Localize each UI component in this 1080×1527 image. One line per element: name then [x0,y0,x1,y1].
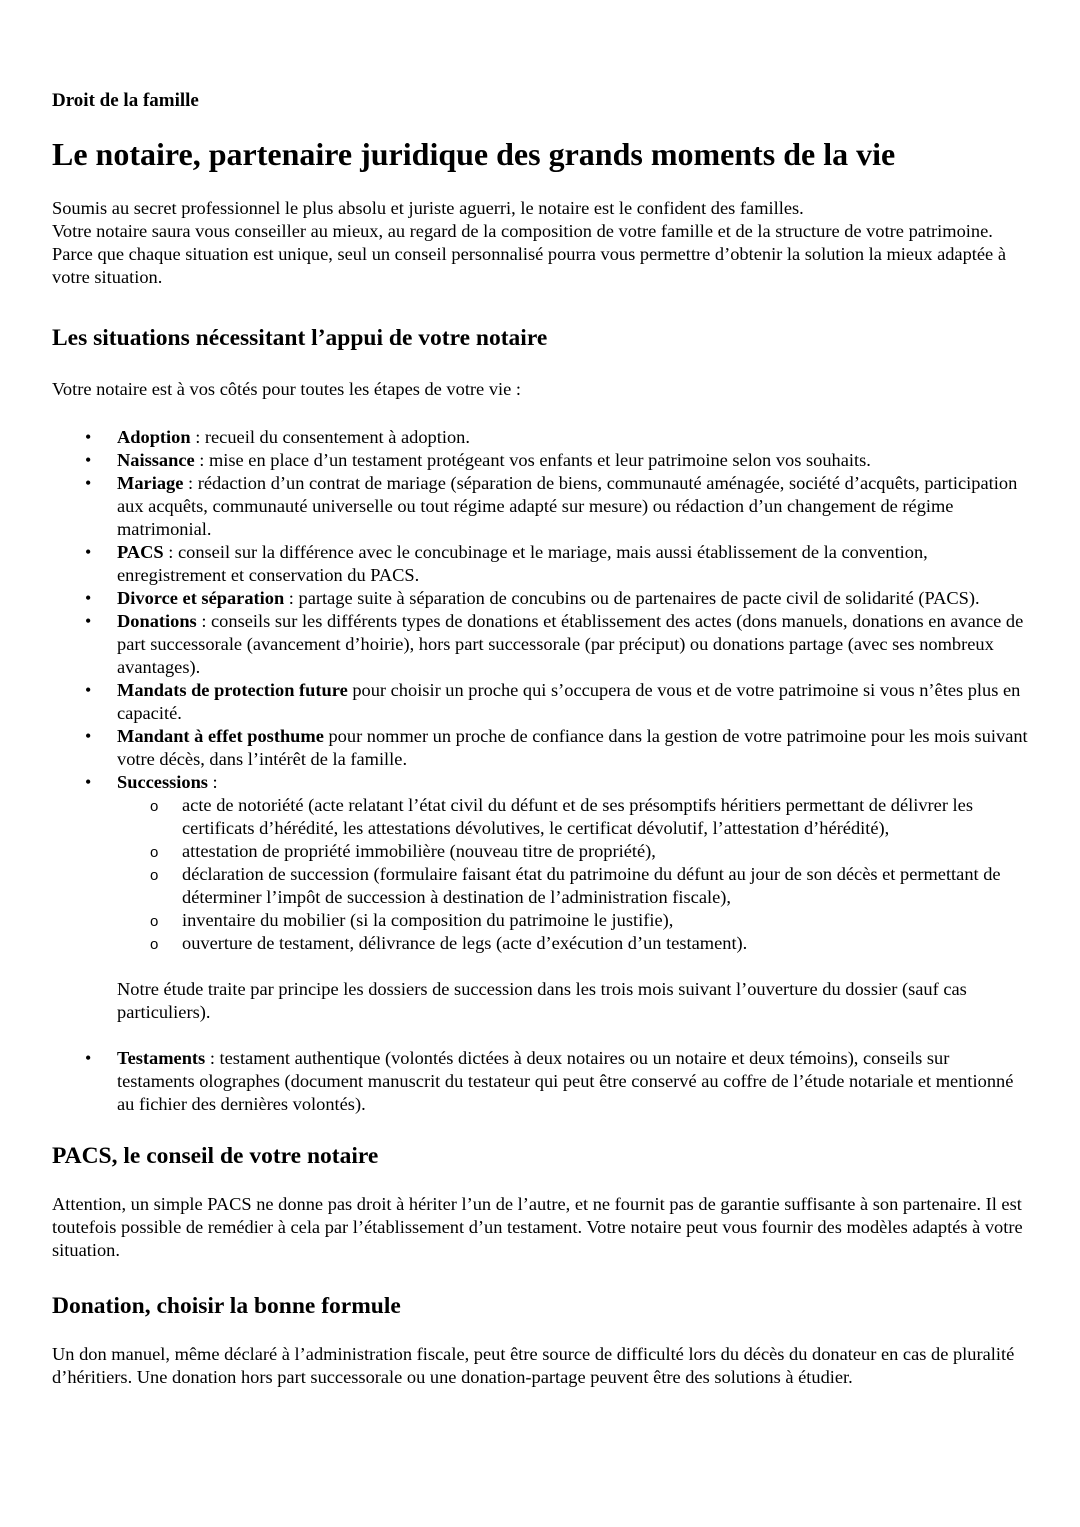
item-text: pour nommer un proche de confiance dans la gestion de votre patrimoine pour les mois suivant votre décès, dans l’intérêt de la famille. [117,726,1028,769]
item-term: Testaments [117,1048,206,1068]
bullet-icon: • [85,542,92,562]
category-label: Droit de la famille [52,90,199,111]
list-item-mariage [85,472,1028,541]
item-term: Donations [117,611,197,631]
section-heading-donation: Donation, choisir la bonne formule [52,1293,401,1319]
item-text: : partage suite à séparation de concubins ou de partenaires de pacte civil de solidarité (PACS). [284,588,980,608]
bullet-icon: • [85,473,92,493]
list-item-naissance [85,449,1028,472]
sublist-item-text: déclaration de succession (formulaire faisant état du patrimoine du défunt au jour de son décès et permettant de déterminer l’impôt de succession à destination de l’administration fiscale), [182,864,1001,907]
list-item-mandats-protection [85,679,1028,725]
item-term: Mandats de protection future [117,680,348,700]
item-text: : mise en place d’un testament protégeant vos enfants et leur patrimoine selon vos souhaits. [194,450,871,470]
circle-bullet-icon: o [150,798,159,815]
section-heading-pacs: PACS, le conseil de votre notaire [52,1143,379,1169]
item-text: : testament authentique (volontés dictées à deux notaires ou un notaire et deux témoins), conseils sur testaments olographes (document manuscrit du testateur qui peut être conservé au coffre de l’étude notariale et mentionné au fichier des dernières volontés). [117,1048,1014,1114]
list-item-successions [85,771,1028,1024]
sublist-item [150,840,1028,863]
list-item-divorce [85,587,1028,610]
intro-section [52,197,1028,289]
sublist-item [150,794,1028,840]
pacs-paragraph: Attention, un simple PACS ne donne pas droit à hériter l’un de l’autre, et ne fournit pas de garantie suffisante à son partenaire. Il est toutefois possible de remédier à cela par l’établissement d’un testament. Votre notaire peut vous fournir des modèles adaptés à votre situation. [52,1194,1023,1260]
item-term: Mandant à effet posthume [117,726,324,746]
bullet-icon: • [85,772,92,792]
bullet-icon: • [85,611,92,631]
item-term: Naissance [117,450,195,470]
situations-list [52,426,1028,1116]
section-heading-situations: Les situations nécessitant l’appui de votre notaire [52,325,548,351]
successions-note: Notre étude traite par principe les dossiers de succession dans les trois mois suivant l’ouverture du dossier (sauf cas particuliers). [117,979,967,1022]
item-term: PACS [117,542,164,562]
item-text: : [207,772,218,792]
intro-paragraph: Votre notaire saura vous conseiller au mieux, au regard de la composition de votre famille et de la structure de votre patrimoine. [52,221,993,241]
list-item-pacs [85,541,1028,587]
sublist-item-text: attestation de propriété immobilière (nouveau titre de propriété), [182,841,656,861]
bullet-icon: • [85,1048,92,1068]
sublist-item [150,863,1028,909]
page-title: Le notaire, partenaire juridique des grands moments de la vie [52,136,896,172]
circle-bullet-icon: o [150,936,159,953]
list-item-donations [85,610,1028,679]
successions-sublist [117,794,1028,955]
sublist-item [150,932,1028,955]
item-text: : conseil sur la différence avec le concubinage et le mariage, mais aussi établissement de la convention, enregistrement et conservation du PACS. [117,542,928,585]
donation-paragraph: Un don manuel, même déclaré à l’administration fiscale, peut être source de difficulté lors du décès du donateur en cas de pluralité d’héritiers. Une donation hors part successorale ou une donation-partage peuvent être des solutions à étudier. [52,1344,1015,1387]
list-item-testaments [85,1047,1028,1116]
item-term: Adoption [117,427,191,447]
bullet-icon: • [85,680,92,700]
item-text: : conseils sur les différents types de donations et établissement des actes (dons manuels, donations en avance de part successorale (avancement d’hoirie), hors part successorale (par préciput) ou donations partage (avec ses nombreux avantages). [117,611,1024,677]
bullet-icon: • [85,726,92,746]
circle-bullet-icon: o [150,867,159,884]
intro-paragraph: Soumis au secret professionnel le plus absolu et juriste aguerri, le notaire est le confident des familles. [52,198,804,218]
bullet-icon: • [85,588,92,608]
item-text: : rédaction d’un contrat de mariage (séparation de biens, communauté aménagée, société d’acquêts, participation aux acquêts, communauté universelle ou tout régime adapté sur mesure) ou rédaction d’un changement de régime matrimonial. [117,473,1018,539]
bullet-icon: • [85,427,92,447]
sublist-item-text: ouverture de testament, délivrance de legs (acte d’exécution d’un testament). [182,933,748,953]
circle-bullet-icon: o [150,913,159,930]
list-item-mandant-posthume [85,725,1028,771]
item-term: Successions [117,772,208,792]
circle-bullet-icon: o [150,844,159,861]
sublist-item [150,909,1028,932]
intro-paragraph: Parce que chaque situation est unique, seul un conseil personnalisé pourra vous permettre d’obtenir la solution la mieux adaptée à votre situation. [52,244,1006,287]
item-text: pour choisir un proche qui s’occupera de vous et de votre patrimoine si vous n’êtes plus en capacité. [117,680,1021,723]
list-item-adoption [85,426,1028,449]
item-text: : recueil du consentement à adoption. [190,427,470,447]
sublist-item-text: inventaire du mobilier (si la composition du patrimoine le justifie), [182,910,674,930]
sublist-item-text: acte de notoriété (acte relatant l’état civil du défunt et de ses présomptifs héritiers permettant de délivrer les certificats d’hérédité, les attestations dévolutives, le certificat dévolutif, l’attestation d’hérédité), [182,795,973,838]
situations-lead: Votre notaire est à vos côtés pour toutes les étapes de votre vie : [52,379,521,399]
item-term: Divorce et séparation [117,588,285,608]
item-term: Mariage [117,473,184,493]
bullet-icon: • [85,450,92,470]
